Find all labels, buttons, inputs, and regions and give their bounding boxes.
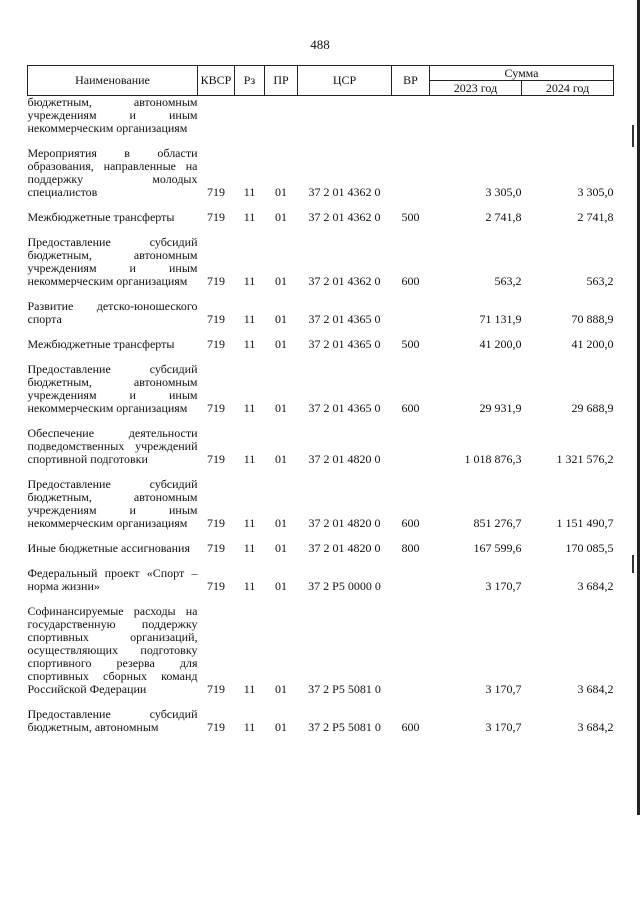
cell-name: Обеспечение деятельности подведомственных учреждений спортивной подготовки — [27, 426, 198, 466]
cell-pr: 01 — [275, 579, 287, 593]
table-row — [28, 363, 614, 415]
cell-vr — [392, 427, 430, 466]
cell-2023: 3 170,7 — [485, 682, 522, 696]
cell-kvsr: 719 — [207, 682, 225, 696]
cell-kvsr: 719 — [207, 720, 225, 734]
cell-2024: 3 684,2 — [577, 720, 614, 734]
cell-name: Предоставление субсидий бюджетным, автономным учреждениям и иным некоммерческим организациям — [27, 362, 198, 415]
cell-vr — [392, 147, 430, 199]
table-row — [28, 605, 614, 696]
cell-2024: 1 151 490,7 — [556, 516, 614, 530]
cell-csr — [298, 96, 392, 136]
cell-name: Предоставление субсидий бюджетным, автономным учреждениям и иным некоммерческим организациям — [27, 477, 198, 530]
table-row — [28, 542, 614, 555]
cell-2023: 167 599,6 — [473, 541, 522, 555]
cell-2024: 170 085,5 — [565, 541, 614, 555]
cell-2023: 41 200,0 — [479, 337, 522, 351]
budget-table — [27, 65, 614, 734]
scan-artifact — [632, 555, 634, 573]
cell-kvsr: 719 — [207, 185, 225, 199]
cell-pr: 01 — [275, 682, 287, 696]
cell-vr: 600 — [401, 274, 420, 288]
cell-rz: 11 — [243, 401, 256, 415]
cell-vr — [392, 567, 430, 593]
cell-csr: 37 2 01 4820 0 — [308, 516, 381, 530]
cell-pr: 01 — [275, 185, 287, 199]
cell-csr: 37 2 01 4365 0 — [308, 337, 381, 351]
cell-name: Мероприятия в области образования, направленные на поддержку молодых специалистов — [27, 146, 198, 199]
cell-pr: 01 — [275, 312, 287, 326]
cell-kvsr: 719 — [207, 541, 225, 555]
cell-vr: 500 — [401, 337, 420, 351]
cell-name: Предоставление субсидий бюджетным, автономным — [27, 707, 198, 734]
cell-pr: 01 — [275, 541, 287, 555]
cell-csr: 37 2 01 4365 0 — [308, 401, 381, 415]
table-row — [28, 300, 614, 326]
cell-vr — [392, 96, 430, 136]
cell-2024: 3 305,0 — [577, 185, 614, 199]
cell-rz: 11 — [243, 312, 256, 326]
table-row — [28, 338, 614, 351]
cell-2023: 71 131,9 — [479, 312, 522, 326]
page-number: 488 — [310, 37, 330, 52]
header-sum: Сумма — [430, 66, 614, 81]
cell-rz: 11 — [243, 720, 256, 734]
cell-kvsr: 719 — [207, 337, 225, 351]
cell-csr: 37 2 01 4362 0 — [308, 185, 381, 199]
cell-kvsr — [198, 96, 235, 136]
cell-rz: 11 — [243, 541, 256, 555]
cell-pr: 01 — [275, 210, 287, 224]
cell-2024: 2 741,8 — [577, 210, 614, 224]
cell-csr: 37 2 P5 0000 0 — [308, 579, 381, 593]
cell-2023: 3 170,7 — [485, 720, 522, 734]
cell-rz: 11 — [243, 274, 256, 288]
table-row — [28, 236, 614, 288]
table-row — [28, 708, 614, 734]
cell-pr: 01 — [275, 516, 287, 530]
table-row — [28, 478, 614, 530]
cell-rz: 11 — [243, 185, 256, 199]
cell-rz: 11 — [243, 579, 256, 593]
cell-name: Развитие детско-юношеского спорта — [27, 299, 198, 326]
cell-kvsr: 719 — [207, 274, 225, 288]
cell-kvsr: 719 — [207, 452, 225, 466]
table-row — [28, 96, 614, 136]
cell-2024: 3 684,2 — [577, 579, 614, 593]
cell-pr: 01 — [275, 337, 287, 351]
header-vr: ВР — [392, 66, 430, 96]
cell-2023: 3 170,7 — [485, 579, 522, 593]
cell-vr: 600 — [401, 720, 420, 734]
cell-2024: 563,2 — [586, 274, 614, 288]
table-row — [28, 427, 614, 466]
cell-2023: 3 305,0 — [485, 185, 522, 199]
cell-rz: 11 — [243, 516, 256, 530]
cell-2024: 3 684,2 — [577, 682, 614, 696]
header-csr: ЦСР — [298, 66, 392, 96]
cell-kvsr: 719 — [207, 516, 225, 530]
cell-name: Межбюджетные трансферты — [27, 337, 175, 351]
header-rz: Рз — [235, 66, 265, 96]
cell-pr: 01 — [275, 274, 287, 288]
cell-2024 — [522, 96, 614, 136]
table-row — [28, 211, 614, 224]
cell-csr: 37 2 01 4362 0 — [308, 210, 381, 224]
cell-2023: 2 741,8 — [485, 210, 522, 224]
cell-rz: 11 — [243, 210, 256, 224]
cell-rz: 11 — [243, 452, 256, 466]
cell-name: Федеральный проект «Спорт – норма жизни» — [27, 566, 198, 593]
cell-kvsr: 719 — [207, 312, 225, 326]
cell-kvsr: 719 — [207, 579, 225, 593]
header-year-2023: 2023 год — [430, 81, 522, 96]
cell-csr: 37 2 01 4362 0 — [308, 274, 381, 288]
cell-2023 — [430, 96, 522, 136]
cell-vr: 500 — [401, 210, 420, 224]
cell-rz: 11 — [243, 682, 256, 696]
cell-kvsr: 719 — [207, 210, 225, 224]
cell-2023: 29 931,9 — [479, 401, 522, 415]
cell-vr — [392, 605, 430, 696]
cell-pr: 01 — [275, 452, 287, 466]
cell-vr: 600 — [401, 516, 420, 530]
cell-csr: 37 2 P5 5081 0 — [308, 720, 381, 734]
cell-name: бюджетным, автономным учреждениям и иным некоммерческим организациям — [27, 95, 198, 135]
cell-csr: 37 2 01 4365 0 — [308, 312, 381, 326]
cell-2024: 1 321 576,2 — [556, 452, 614, 466]
cell-2024: 29 688,9 — [571, 401, 614, 415]
cell-name: Межбюджетные трансферты — [27, 210, 175, 224]
cell-csr: 37 2 01 4820 0 — [308, 541, 381, 555]
cell-rz — [235, 96, 265, 136]
cell-2024: 70 888,9 — [571, 312, 614, 326]
table-body — [28, 96, 614, 735]
cell-vr: 600 — [401, 401, 420, 415]
cell-rz: 11 — [243, 337, 256, 351]
cell-csr: 37 2 01 4820 0 — [308, 452, 381, 466]
cell-pr: 01 — [275, 401, 287, 415]
cell-2023: 563,2 — [494, 274, 522, 288]
table-row — [28, 567, 614, 593]
cell-vr — [392, 300, 430, 326]
cell-2023: 851 276,7 — [473, 516, 522, 530]
header-name: Наименование — [28, 66, 198, 96]
cell-csr: 37 2 P5 5081 0 — [308, 682, 381, 696]
table-row — [28, 147, 614, 199]
header-year-2024: 2024 год — [522, 81, 614, 96]
cell-kvsr: 719 — [207, 401, 225, 415]
cell-2023: 1 018 876,3 — [464, 452, 522, 466]
cell-name: Софинансируемые расходы на государственную поддержку спортивных организаций, осуществляющих подготовку спортивного резерва для спортивных сборных команд Российской Федерации — [27, 604, 198, 696]
cell-name: Предоставление субсидий бюджетным, автономным учреждениям и иным некоммерческим организациям — [27, 235, 198, 288]
cell-vr: 800 — [401, 541, 420, 555]
header-kvsr: КВСР — [198, 66, 235, 96]
scan-artifact — [632, 125, 634, 147]
cell-name: Иные бюджетные ассигнования — [27, 541, 190, 555]
cell-pr: 01 — [275, 720, 287, 734]
cell-2024: 41 200,0 — [571, 337, 614, 351]
cell-pr — [265, 96, 298, 136]
header-pr: ПР — [265, 66, 298, 96]
